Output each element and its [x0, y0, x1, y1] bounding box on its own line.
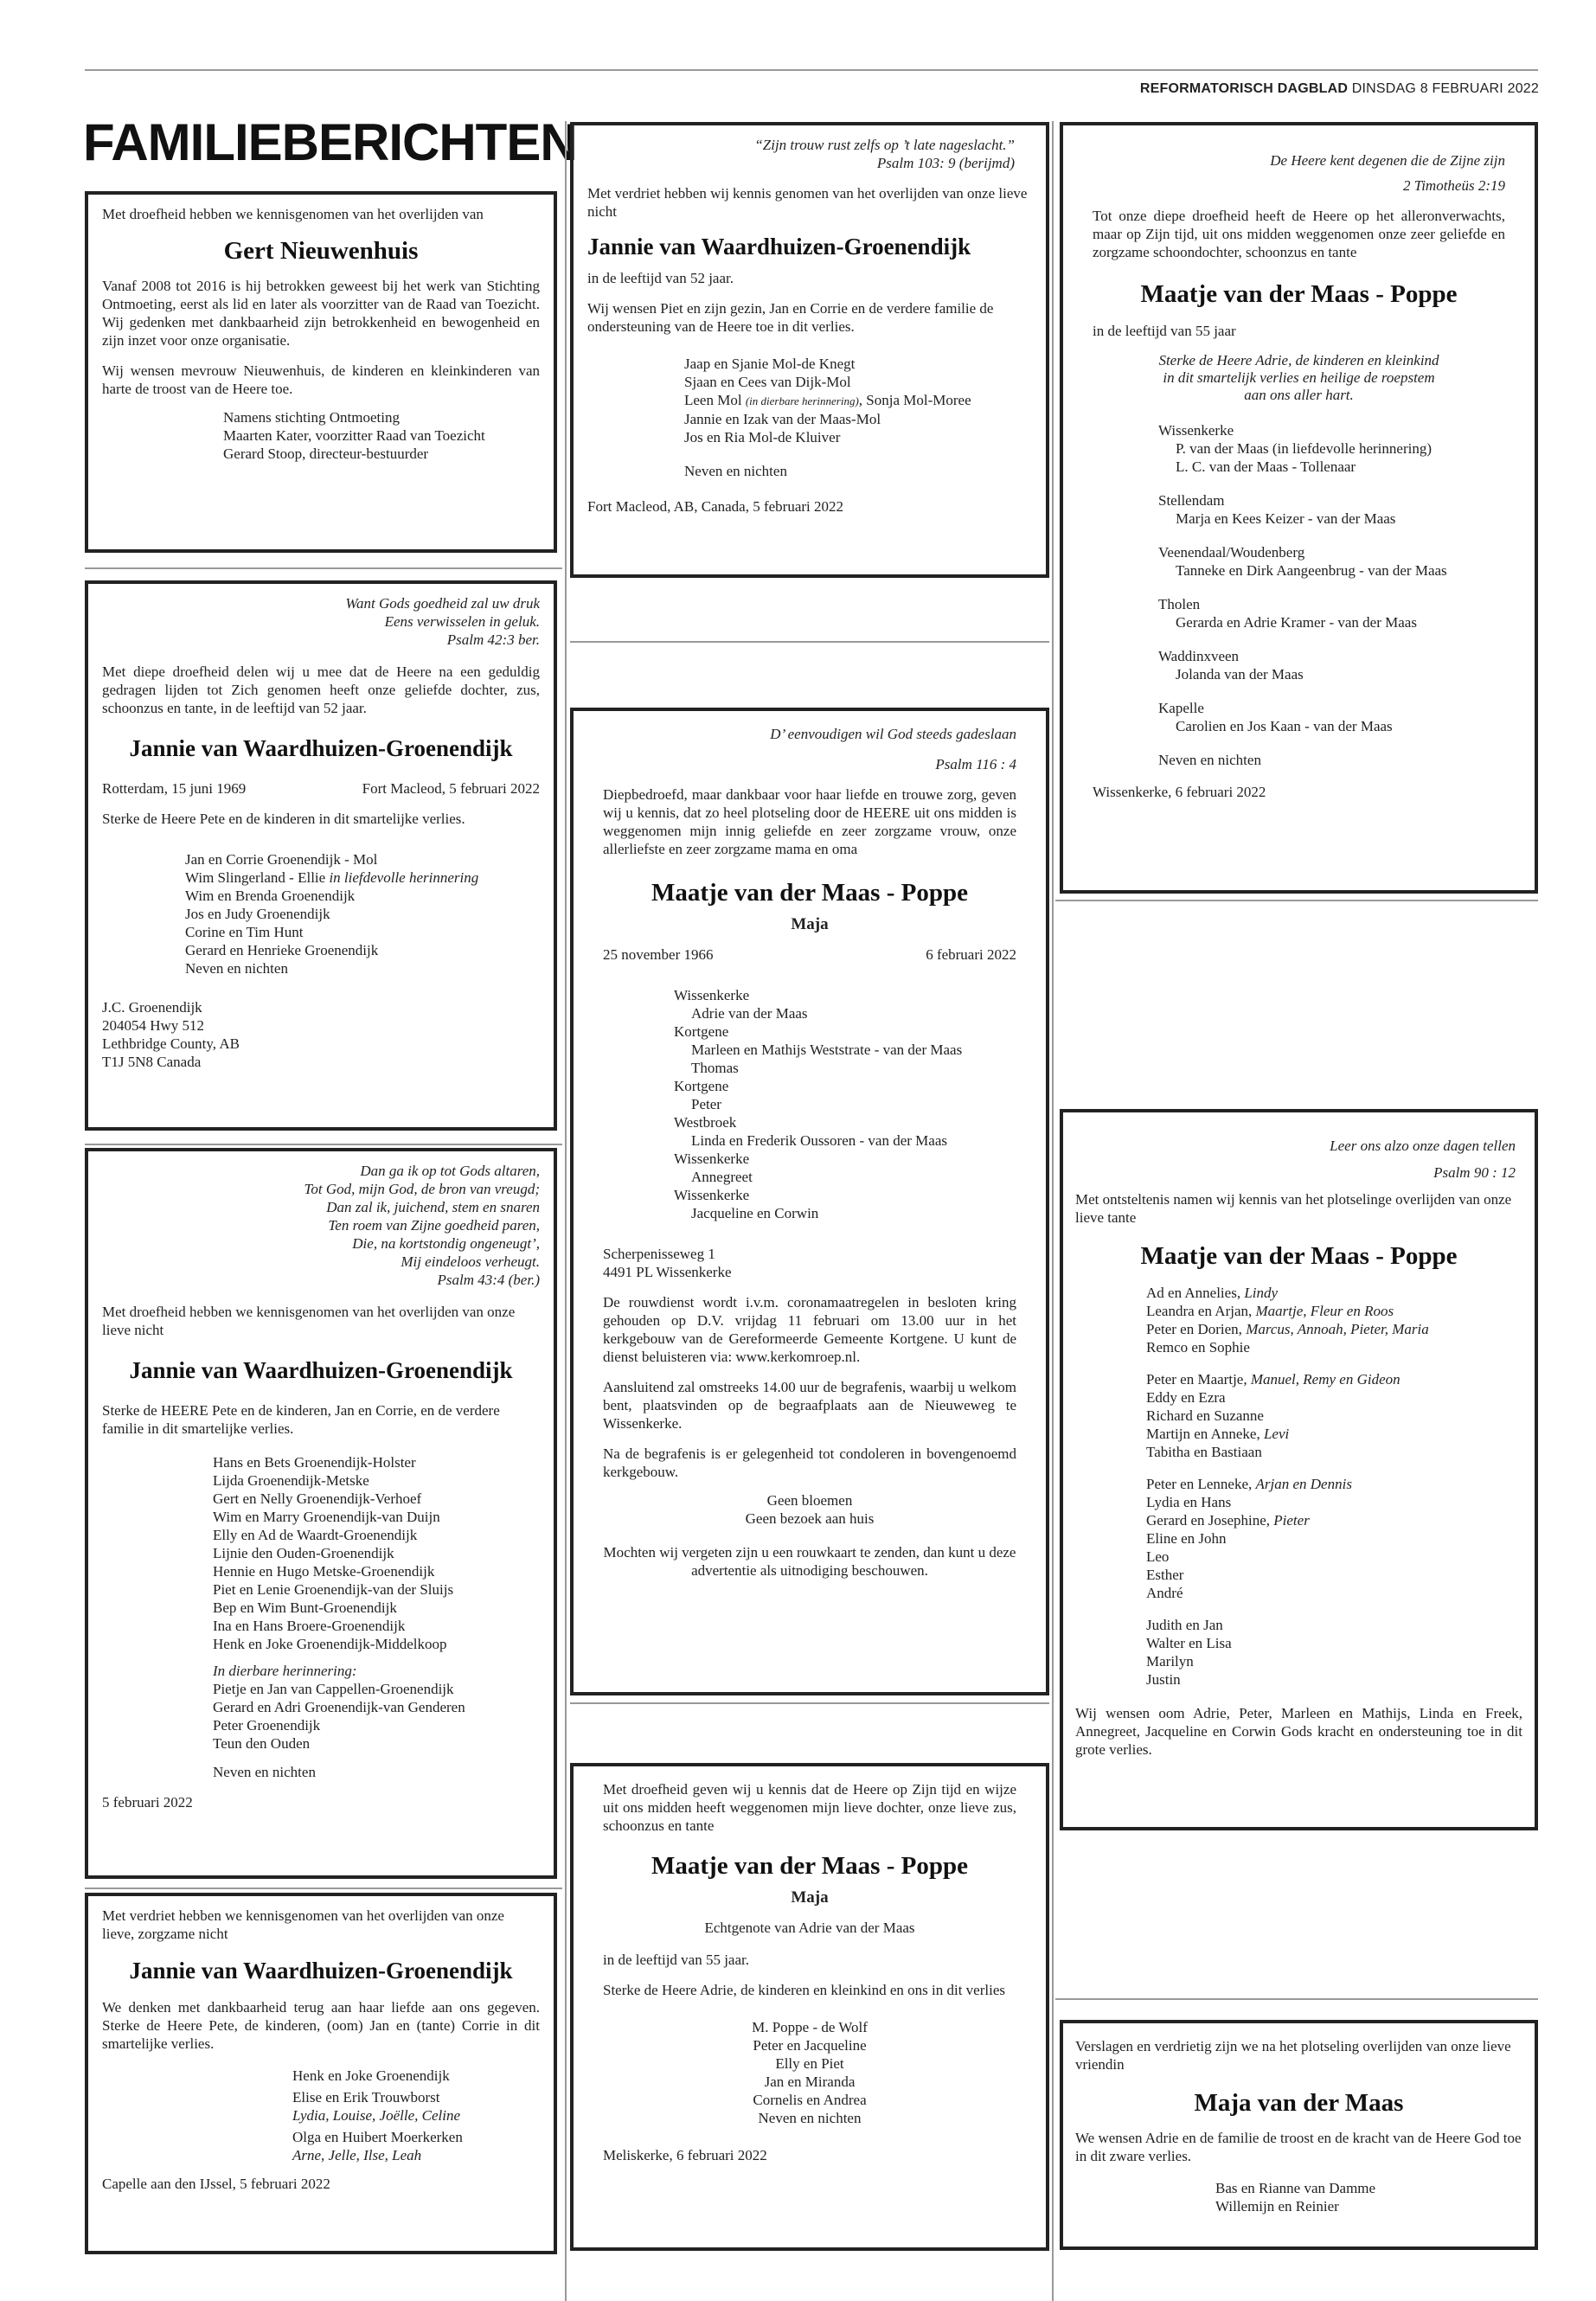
closing-text: Neven en nichten: [213, 1764, 316, 1780]
deceased-name: Jannie van Waardhuizen-Groenendijk: [129, 1357, 513, 1383]
spouse-text: Echtgenote van Adrie van der Maas: [704, 1920, 915, 1936]
announcement-maas-poppe-wissenkerke: [1060, 122, 1538, 894]
memory-list: In dierbare herinnering: Pietje en Jan van Cappellen-Groenendijk Gerard en Adri Groenendijk-van Genderen Peter Groenendijk Teun den Ouden: [213, 1663, 465, 1752]
page-title: FAMILIEBERICHTEN: [83, 113, 577, 171]
body-text: We denken met dankbaarheid terug aan haar liefde aan ons gegeven. Sterke de Heere Pete, de kinderen, (oom) Jan en (tante) Corrie in dit smartelijke verlies.: [102, 1999, 540, 2052]
family-groups: Wissenkerke P. van der Maas (in liefdevolle herinnering) L. C. van der Maas - Tollenaar Stellendam Marja en Kees Keizer - van der Maas Veenendaal/Woudenberg Tanneke en Dirk Aangeenbrug - van der Maas Tholen Gerarda en Adrie Kramer - van der Maas Waddinxveen Jolanda van der Maas Kapelle Carolien en Jos Kaan - van der Maas Neven en nichten: [1093, 421, 1505, 769]
closing-text: Neven en nichten: [684, 463, 787, 479]
place-date: Wissenkerke, 6 februari 2022: [1093, 784, 1266, 800]
age-text: in de leeftijd van 52 jaar.: [587, 270, 734, 286]
deceased-name: Maatje van der Maas - Poppe: [1140, 1242, 1458, 1270]
announcement-maas-poppe-tante: [1060, 1109, 1538, 1830]
signature-list: Bas en Rianne van Damme Willemijn en Reinier: [1215, 2180, 1376, 2214]
family-list: Jan en Corrie Groenendijk - Mol Wim Slingerland - Ellie in liefdevolle herinnering Wim en Brenda Groenendijk Jos en Judy Groenendijk Corine en Tim Hunt Gerard en Henrieke Groenendijk Neven en nichten: [185, 851, 479, 977]
scripture-quote: Leer ons alzo onze dagen tellen Psalm 90 : 12: [1330, 1138, 1516, 1181]
announcement-waardhuizen-capelle: [85, 1893, 557, 2254]
closing-text: Mochten wij vergeten zijn u een rouwkaart te zenden, dan kunt u deze advertentie als uitnodiging beschouwen.: [603, 1544, 1016, 1579]
announcement-maas-poppe-meliskerke: [570, 1763, 1049, 2251]
flowers-note: Geen bloemen Geen bezoek aan huis: [745, 1492, 875, 1527]
body-text: Sterke de HEERE Pete en de kinderen, Jan en Corrie, en de verdere familie in dit smartelijke verlies.: [102, 1402, 500, 1437]
intro-text: Tot onze diepe droefheid heeft de Heere op het alleronverwachts, maar op Zijn tijd, uit ons midden weggenomen onze zeer geliefde en zorgzame schoondochter, schoonzus en tante: [1093, 208, 1505, 260]
announcement-maas-poppe-family: [570, 708, 1049, 1695]
deceased-name: Maatje van der Maas - Poppe: [651, 1852, 968, 1880]
column-separator: [1052, 121, 1054, 2301]
family-list: Hans en Bets Groenendijk-Holster Lijda Groenendijk-Metske Gert en Nelly Groenendijk-Verhoef Wim en Marry Groenendijk-van Duijn Elly en Ad de Waardt-Groenendijk Lijnie den Ouden-Groenendijk Hennie en Hugo Metske-Groenendijk Piet en Lenie Groenendijk-van der Sluijs Bep en Wim Bunt-Groenendijk Ina en Hans Broere-Groenendijk Henk en Joke Groenendijk-Middelkoop: [213, 1454, 454, 1652]
family-list: Wissenkerke Adrie van der Maas Kortgene Marleen en Mathijs Weststrate - van der Maas Thomas Kortgene Peter Westbroek Linda en Frederik Oussoren - van der Maas Wissenkerke Annegreet Wissenkerke Jacqueline en Corwin: [674, 987, 963, 1221]
signature-line: Gerard Stoop, directeur-bestuurder: [223, 445, 429, 462]
nickname: Maja: [791, 915, 829, 933]
dates-row: Rotterdam, 15 juni 1969 Fort Macleod, 5 februari 2022: [102, 780, 540, 797]
announcement-nieuwenhuis: [85, 191, 557, 553]
closing-text: Neven en nichten: [1158, 752, 1261, 768]
deceased-name: Maatje van der Maas - Poppe: [651, 879, 968, 907]
issue-date: DINSDAG 8 FEBRUARI 2022: [1351, 81, 1539, 96]
body-text: Wij wensen Piet en zijn gezin, Jan en Corrie en de verdere familie de ondersteuning van de Heere toe in dit verlies.: [587, 300, 994, 335]
deceased-name: Gert Nieuwenhuis: [223, 237, 419, 265]
nickname: Maja: [791, 1888, 829, 1907]
intro-text: Met droefheid geven wij u kennis dat de Heere op Zijn tijd en wijze uit ons midden heeft weggenomen mijn lieve dochter, onze lieve zus, schoonzus en tante: [603, 1781, 1016, 1834]
row-separator: [1055, 900, 1538, 901]
body-text: We wensen Adrie en de familie de troost en de kracht van de Heere God toe in dit zware verlies.: [1075, 2130, 1522, 2164]
intro-text: Met verdriet hebben wij kennis genomen van het overlijden van onze lieve nicht: [587, 185, 1028, 220]
signature-list: [102, 408, 540, 463]
place-date: Meliskerke, 6 februari 2022: [603, 2147, 767, 2163]
wish-text: Sterke de Heere Adrie, de kinderen en kleinkind in dit smartelijk verlies en heilige de roepstem aan ons aller hart.: [1158, 352, 1439, 403]
place-date: Capelle aan den IJssel, 5 februari 2022: [102, 2176, 330, 2192]
age-text: in de leeftijd van 55 jaar.: [603, 1952, 749, 1968]
age-text: in de leeftijd van 55 jaar: [1093, 323, 1236, 339]
deceased-name: Jannie van Waardhuizen-Groenendijk: [129, 735, 513, 761]
body-text: Sterke de Heere Pete en de kinderen in dit smartelijke verlies.: [102, 811, 465, 827]
announcement-waardhuizen-family: [85, 580, 557, 1131]
family-list: Ad en Annelies, Lindy Leandra en Arjan, Maartje, Fleur en Roos Peter en Dorien, Marcus, Annoah, Pieter, Maria Remco en Sophie Peter en Maartje, Manuel, Remy en Gideon Eddy en Ezra Richard en Suzanne Martijn en Anneke, Levi Tabitha en Bastiaan Peter en Lenneke, Arjan en Dennis Lydia en Hans Gerard en Josephine, Pieter Eline en John Leo Esther André Judith en Jan Walter en Lisa Marilyn Justin: [1146, 1285, 1429, 1688]
intro-text: Diepbedroefd, maar dankbaar voor haar liefde en trouwe zorg, geven wij u kennis, dat zo heel plotseling door de HEERE uit ons midden is weggenomen mijn innig geliefde en zeer zorgzame vrouw, onze allerliefste en zeer zorgzame mama en oma: [603, 786, 1016, 857]
announcement-maja-vriendin: [1060, 2020, 1538, 2250]
date-text: 5 februari 2022: [102, 1794, 193, 1811]
row-separator: [570, 1702, 1049, 1704]
row-separator: [570, 641, 1049, 643]
body-text: Sterke de Heere Adrie, de kinderen en kleinkind en ons in dit verlies: [603, 1982, 1005, 1998]
intro-text: Met droefheid hebben we kennisgenomen van het overlijden van: [102, 206, 484, 222]
scripture-quote: Want Gods goedheid zal uw druk Eens verwisselen in geluk. Psalm 42:3 ber.: [345, 595, 540, 648]
address-block: Scherpenisseweg 1 4491 PL Wissenkerke: [603, 1246, 732, 1280]
announcement-waardhuizen-nicht: [85, 1148, 557, 1879]
masthead: [1140, 81, 1539, 97]
family-list: Henk en Joke Groenendijk Elise en Erik Trouwborst Lydia, Louise, Joëlle, Celine Olga en Huibert Moerkerken Arne, Jelle, Ilse, Leah: [292, 2067, 463, 2163]
burial-text: Aansluitend zal omstreeks 14.00 uur de begrafenis, waarbij u welkom bent, plaatsvinden op de begraafplaats aan de Nieuweweg te Wissenkerke.: [603, 1379, 1016, 1432]
closing-text: Wij wensen oom Adrie, Peter, Marleen en Mathijs, Linda en Freek, Annegreet, Jacqueline en Corwin Gods kracht en ondersteuning toe in dit grote verlies.: [1075, 1705, 1522, 1758]
deceased-name: Jannie van Waardhuizen-Groenendijk: [129, 1958, 513, 1984]
row-separator: [85, 567, 562, 569]
address-block: J.C. Groenendijk 204054 Hwy 512 Lethbridge County, AB T1J 5N8 Canada: [102, 999, 240, 1070]
signature-line: Maarten Kater, voorzitter Raad van Toezicht: [223, 427, 485, 444]
intro-text: Met verdriet hebben we kennisgenomen van het overlijden van onze lieve, zorgzame nicht: [102, 1907, 504, 1942]
top-rule: [85, 69, 1538, 71]
dates-row: 25 november 1966 6 februari 2022: [603, 946, 1016, 963]
body-text: Wij wensen mevrouw Nieuwenhuis, de kinderen en kleinkinderen van harte de troost van de Heere toe.: [102, 362, 540, 397]
scripture-quote: Dan ga ik op tot Gods altaren, Tot God, mijn God, de bron van vreugd; Dan zal ik, juichend, stem en snaren Ten roem van Zijne goedheid paren, Die, na kortstondig ongeneugt’, Mij eindeloos verheugt. Psalm 43:4 (ber.): [304, 1163, 540, 1288]
body-text: Vanaf 2008 tot 2016 is hij betrokken geweest bij het werk van Stichting Ontmoeting, eerst als lid en later als voorzitter van de Raad van Toezicht. Wij gedenken met dankbaarheid zijn betrokkenheid en bewogenheid en zijn inzet voor onze organisatie.: [102, 278, 540, 349]
deceased-name: Jannie van Waardhuizen-Groenendijk: [587, 234, 971, 260]
service-text: De rouwdienst wordt i.v.m. coronamaatregelen in besloten kring gehouden op D.V. vrijdag 11 februari om 13.00 uur in het kerkgebouw van de Gereformeerde Gemeente Kortgene. U kunt de dienst beluisteren via: www.kerkomroep.nl.: [603, 1294, 1016, 1365]
paper-name: REFORMATORISCH DAGBLAD: [1139, 81, 1349, 96]
scripture-quote: De Heere kent degenen die de Zijne zijn 2 Timotheüs 2:19: [1270, 152, 1505, 194]
family-list: M. Poppe - de Wolf Peter en Jacqueline Elly en Piet Jan en Miranda Cornelis en Andrea Neven en nichten: [752, 2019, 868, 2126]
scripture-quote: “Zijn trouw rust zelfs op ’t late nageslacht.” Psalm 103: 9 (berijmd): [754, 137, 1015, 171]
scripture-quote: D’ eenvoudigen wil God steeds gadeslaan Psalm 116 : 4: [770, 726, 1016, 772]
signature-line: Namens stichting Ontmoeting: [223, 409, 400, 426]
deceased-name: Maatje van der Maas - Poppe: [1140, 280, 1458, 308]
intro-text: Met diepe droefheid delen wij u mee dat de Heere na een geduldig gedragen lijden tot Zich genomen heeft onze geliefde dochter, zus, schoonzus en tante, in de leeftijd van 52 jaar.: [102, 663, 540, 716]
row-separator: [1055, 1998, 1538, 2000]
place-date: Fort Macleod, AB, Canada, 5 februari 2022: [587, 498, 844, 515]
intro-text: Met droefheid hebben we kennisgenomen van het overlijden van onze lieve nicht: [102, 1304, 516, 1338]
condolence-text: Na de begrafenis is er gelegenheid tot condoleren in bovengenoemd kerkgebouw.: [603, 1445, 1016, 1480]
row-separator: [85, 1144, 562, 1145]
intro-text: Met ontsteltenis namen wij kennis van het plotselinge overlijden van onze lieve tante: [1075, 1191, 1512, 1226]
row-separator: [85, 1888, 562, 1889]
announcement-waardhuizen-mol: [570, 122, 1049, 578]
family-list: Jaap en Sjanie Mol-de Knegt Sjaan en Cees van Dijk-Mol Leen Mol (in dierbare herinnering), Sonja Mol-Moree Jannie en Izak van der Maas-Mol Jos en Ria Mol-de Kluiver: [684, 356, 971, 445]
intro-text: Verslagen en verdrietig zijn we na het plotseling overlijden van onze lieve vriendin: [1075, 2038, 1511, 2073]
deceased-name: Maja van der Maas: [1194, 2089, 1404, 2117]
column-separator: [565, 121, 567, 2301]
